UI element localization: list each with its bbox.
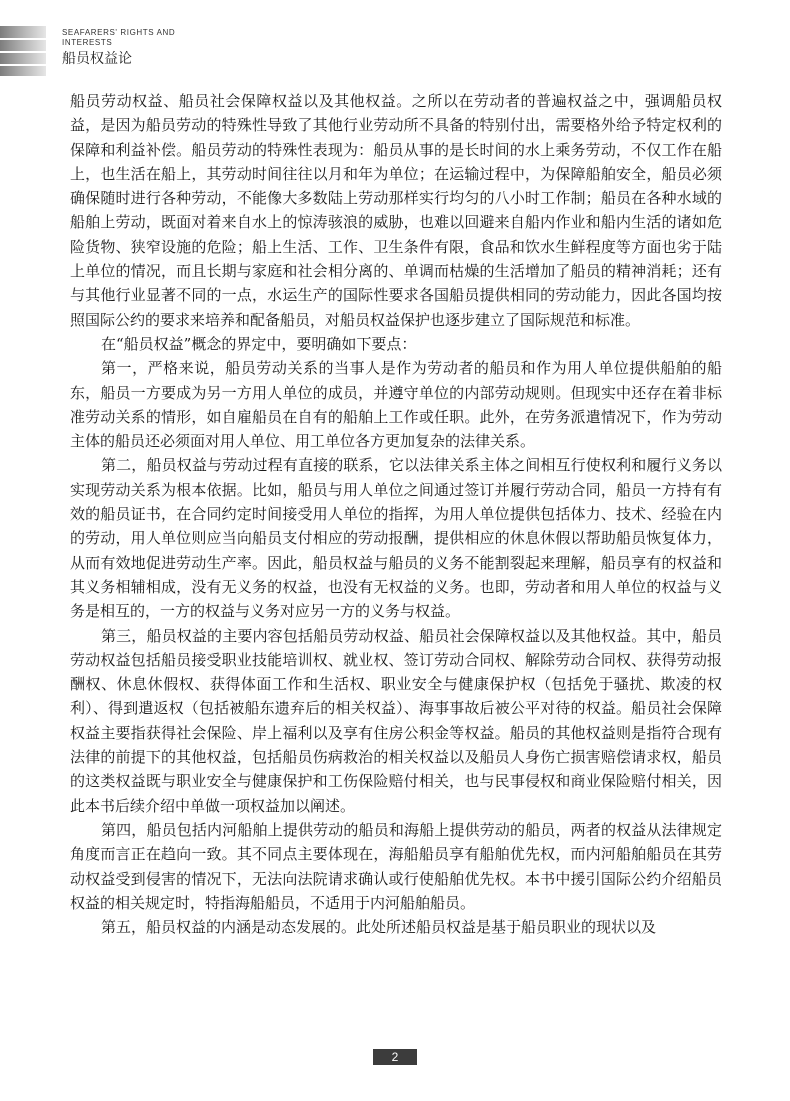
paragraph-continuation: 船员劳动权益、船员社会保障权益以及其他权益。之所以在劳动者的普遍权益之中，强调船员权益，是因为船员劳动的特殊性导致了其他行业劳动所不具备的特别付出，需要格外给予特定权利的保障和利益补偿。船员劳动的特殊性表现为：船员从事的是长时间的水上乘务劳动，不仅工作在船上，也生活在船上，其劳动时间往往以月和年为单位；在运输过程中，为保障船舶安全，船员必须确保随时进行各种劳动，不能像大多数陆上劳动那样实行均匀的八小时工作制；船员在各种水域的船舶上劳动，既面对着来自水上的惊涛骇浪的威胁，也难以回避来自船内作业和船内生活的诸如危险货物、狭窄设施的危险；船上生活、工作、卫生条件有限，食品和饮水生鲜程度等方面也劣于陆上单位的情况，而且长期与家庭和社会相分离的、单调而枯燥的生活增加了船员的精神消耗；还有与其他行业显著不同的一点，水运生产的国际性要求各国船员提供相同的劳动能力，因此各国均按照国际公约的要求来培养和配备船员，对船员权益保护也逐步建立了国际规范和标准。 [70, 92, 722, 329]
paragraph: 第五，船员权益的内涵是动态发展的。此处所述船员权益是基于船员职业的现状以及 [101, 918, 657, 937]
series-title-en: SEAFARERS' RIGHTS AND INTERESTS [62, 28, 176, 47]
paragraph: 第三，船员权益的主要内容包括船员劳动权益、船员社会保障权益以及其他权益。其中，船员劳动权益包括船员接受职业技能培训权、就业权、签订劳动合同权、解除劳动合同权、获得劳动报酬权、休息休假权、获得体面工作和生活权、职业安全与健康保护权（包括免于骚扰、欺凌的权利）、得到遣返权（包括被船东遗弃后的相关权益）、海事事故后被公平对待的权益。船员社会保障权益主要指获得社会保险、岸上福利以及享有住房公积金等权益。船员的其他权益则是指符合现有法律的前提下的其他权益，包括船员伤病救治的相关权益以及船员人身伤亡损害赔偿请求权，船员的这类权益既与职业安全与健康保护和工伤保险赔付相关，也与民事侵权和商业保险赔付相关，因此本书后续介绍中单做一项权益加以阐述。 [70, 626, 722, 815]
corner-decoration [0, 26, 46, 76]
paragraph: 第一，严格来说，船员劳动关系的当事人是作为劳动者的船员和作为用人单位提供船舶的船东，船员一方要成为另一方用人单位的成员，并遵守单位的内部劳动规则。但现实中还存在着非标准劳动关系的情形，如自雇船员在自有的船舶上工作或任职。此外，在劳务派遣情况下，作为劳动主体的船员还必须面对用人单位、用工单位各方更加复杂的法律关系。 [70, 359, 722, 451]
paragraph: 在“船员权益”概念的界定中，要明确如下要点： [101, 334, 417, 353]
paragraph: 第四，船员包括内河船舶上提供劳动的船员和海船上提供劳动的船员，两者的权益从法律规定角度而言正在趋向一致。其不同点主要体现在，海船船员享有船舶优先权，而内河船舶船员在其劳动权益受到侵害的情况下，无法向法院请求确认或行使船舶优先权。本书中援引国际公约介绍船员权益的相关规定时，特指海船船员，不适用于内河船舶船员。 [70, 820, 722, 912]
body-text [70, 89, 722, 939]
running-header [62, 28, 212, 68]
book-title: 船员权益论 [62, 51, 132, 67]
page-number: 2 [373, 1049, 417, 1065]
paragraph: 第二，船员权益与劳动过程有直接的联系，它以法律关系主体之间相互行使权利和履行义务以实现劳动关系为根本依据。比如，船员与用人单位之间通过签订并履行劳动合同，船员一方持有有效的船员证书，在合同约定时间接受用人单位的指挥，为用人单位提供包括体力、技术、经验在内的劳动，用人单位则应当向船员支付相应的劳动报酬，提供相应的休息休假以帮助船员恢复体力，从而有效地促进劳动生产率。因此，船员权益与船员的义务不能割裂起来理解，船员享有的权益和其义务相辅相成，没有无义务的权益，也没有无权益的义务。也即，劳动者和用人单位的权益与义务是相互的，一方的权益与义务对应另一方的义务与权益。 [70, 456, 722, 621]
